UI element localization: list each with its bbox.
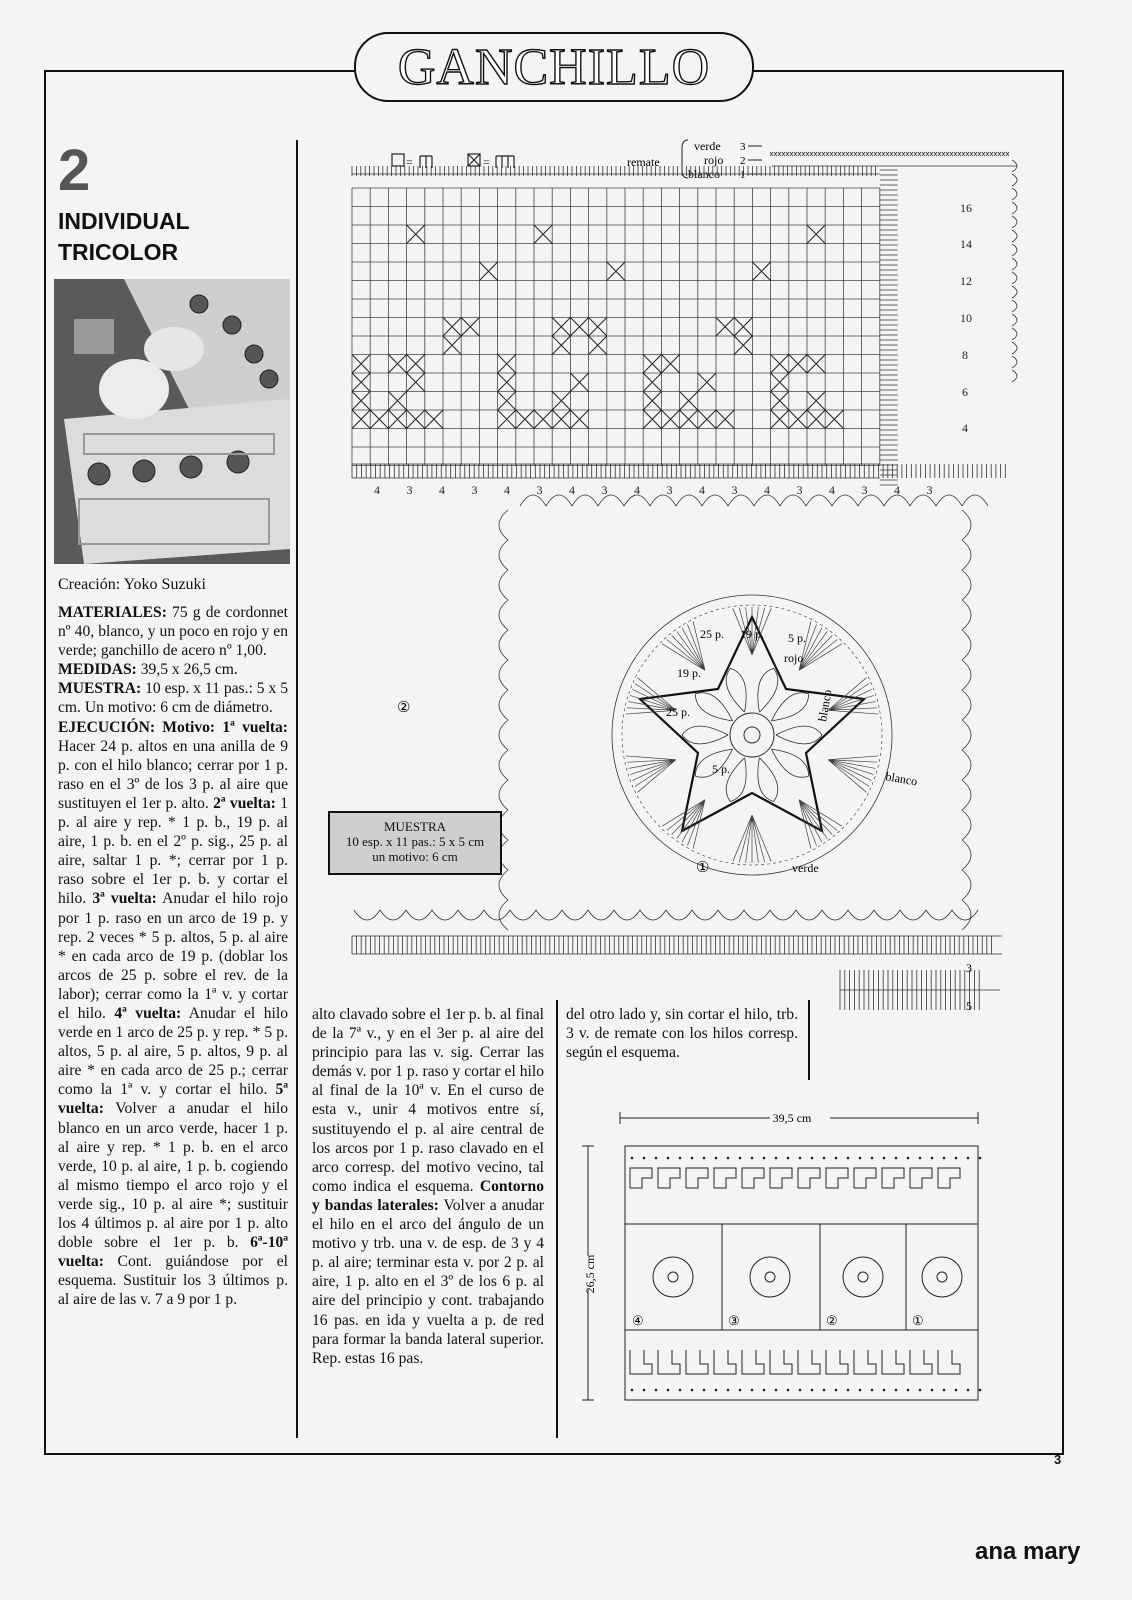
product-photo <box>54 279 290 564</box>
v4-text: Anudar el hilo verde en 1 arco de 25 p. y rep. * 5 p. altos, 5 p. al aire, 5 p. altos, 9 p. al aire * en cada arco de 25 p.; cerrar como la 1ª v. y cortar el hilo. <box>58 1004 288 1099</box>
row-number: 6 <box>962 385 968 399</box>
space-count: 4 <box>894 483 900 497</box>
space-count: 3 <box>601 483 608 497</box>
page-number: 3 <box>1054 1452 1062 1467</box>
space-count: 3 <box>666 483 673 497</box>
article-title-line1: INDIVIDUAL <box>58 208 190 234</box>
space-count: 3 <box>731 483 738 497</box>
motif-number: ② <box>397 700 411 716</box>
muestra-line2: 10 esp. x 11 pas.: 5 x 5 cm <box>345 834 485 849</box>
space-count: 3 <box>796 483 803 497</box>
space-count: 4 <box>764 483 770 497</box>
v6-label: 6ª-10ª vuelta: <box>58 1234 288 1271</box>
verde-number: 3 <box>740 141 746 153</box>
bottom-side-numbers <box>966 961 972 1013</box>
v5-text: Volver a anudar el hilo blanco en un arco verde, hacer 1 p. al aire y rep. * 1 p. b. en el arco verde, 10 p. al aire, 1 p. b. cogiendo al mismo tiempo el arco rojo y el verde sig., 10 p. al aire *; sustituir los 4 últimos p. al aire por 1 p. alto doble sobre el 1er p. b. <box>58 1100 288 1252</box>
space-count: 4 <box>504 483 510 497</box>
space-count: 4 <box>374 483 380 497</box>
section-title-box <box>354 32 754 102</box>
label-blanco: blanco <box>815 688 835 723</box>
ejecucion-label: EJECUCIÓN: Motivo: 1ª vuelta: <box>58 718 288 736</box>
space-count-row <box>374 483 933 497</box>
photo-illustration <box>54 279 290 564</box>
label-blanco: blanco <box>884 769 919 789</box>
section-title: GANCHILLO <box>397 38 711 96</box>
row-number: 10 <box>960 311 972 325</box>
column-rule-2 <box>556 1000 558 1438</box>
svg-text:=: = <box>406 155 413 169</box>
crochet-chart <box>340 110 1040 1050</box>
col2b-text: Volver a anudar el hilo en el arco del ángulo de un motivo y trb. una v. de esp. de 3 y 4 p. al aire; terminar esta v. por 2 p. al aire, 1 p. alto en el 3º de los 6 p. al aire del principio y cont. trabajando 16 pas. en ida y vuelta a p. de red para formar la banda lateral superior. Rep. estas 16 pas. <box>312 1196 544 1367</box>
row-numbers <box>960 201 972 435</box>
column-rule-1 <box>296 140 298 1438</box>
v3-text: Anudar el hilo rojo por 1 p. raso en un arco de 19 p. y rep. 2 veces * 5 p. altos, 5 p. al aire * en cada arco de 19 p. (doblar los arcos de 25 p. sobre el rev. de la labor); cerrar como la 1ª v. y cortar el hilo. <box>58 890 288 1022</box>
muestra-text: 10 esp. x 11 pas.: 5 x 5 cm. Un motivo: 6 cm de diámetro. <box>58 680 288 717</box>
schema-height: 26,5 cm <box>583 1254 597 1294</box>
row-number: 5 <box>966 999 972 1013</box>
space-count: 4 <box>569 483 575 497</box>
v4-label: 4ª vuelta: <box>114 1004 182 1022</box>
contorno-label: Contorno y bandas laterales: <box>312 1177 544 1214</box>
col3-text: del otro lado y, sin cortar el hilo, trb. 3 v. de remate con los hilos corresp. según el esquema. <box>566 1006 798 1062</box>
label-5p: 5 p. <box>712 762 730 776</box>
schema-motif-number: ④ <box>632 1313 644 1328</box>
space-count: 4 <box>699 483 705 497</box>
blanco-label: blanco <box>688 167 720 181</box>
signature: ana mary <box>975 1538 1081 1565</box>
filet-grid <box>352 188 880 466</box>
label-19p: 19 p. <box>677 666 701 680</box>
row-number: 12 <box>960 274 972 288</box>
article-title-line2: TRICOLOR <box>58 239 179 265</box>
instructions-column-1 <box>58 603 288 1309</box>
right-border <box>880 160 1017 485</box>
blanco-number: 1 <box>740 169 746 181</box>
schema-motif-number: ① <box>912 1313 924 1328</box>
filet-x-marks <box>352 225 843 429</box>
rojo-number: 2 <box>740 155 746 167</box>
space-count: 4 <box>829 483 835 497</box>
verde-label: verde <box>694 139 721 153</box>
rojo-label: rojo <box>704 153 724 167</box>
bottom-border <box>352 910 1002 1010</box>
row-number: 14 <box>960 237 972 251</box>
article-number: 2 <box>58 138 91 203</box>
space-count: 3 <box>861 483 868 497</box>
materiales-label: MATERIALES: <box>58 604 167 621</box>
medidas-text: 39,5 x 26,5 cm. <box>136 661 238 679</box>
row-number: 16 <box>960 201 972 215</box>
v3-label: 3ª vuelta: <box>92 890 157 908</box>
label-25p: 25 p. <box>666 705 690 719</box>
label-19p: 19 p. <box>740 627 764 641</box>
label-25p: 25 p. <box>700 627 724 641</box>
space-count: 3 <box>926 483 933 497</box>
row-number: 3 <box>966 961 972 975</box>
muestra-line1: MUESTRA <box>383 819 447 834</box>
v2-label: 2ª vuelta: <box>213 794 276 812</box>
remate-label: remate <box>627 155 660 169</box>
v6-text: Cont. guiándose por el esquema. Sustituir los 3 últimos p. al aire de las v. 7 a 9 por 1 p. <box>58 1253 288 1309</box>
label-5p: 5 p. <box>788 631 806 645</box>
space-count: 3 <box>406 483 413 497</box>
ejecucion-text: Hacer 24 p. altos en una anilla de 9 p. con el hilo blanco; cerrar por 1 p. raso en el 3º de los 3 p. al aire que sustituyen el 1er p. alto. <box>58 737 288 812</box>
article-title <box>58 206 190 268</box>
bottom-stitch-row <box>352 464 1005 478</box>
muestra-line3: un motivo: 6 cm <box>372 849 458 864</box>
row-number: 8 <box>962 348 968 362</box>
space-count: 3 <box>536 483 543 497</box>
medidas-label: MEDIDAS: <box>58 661 137 679</box>
row-number: 4 <box>962 421 968 435</box>
motif-number: ① <box>696 860 710 876</box>
space-count: 4 <box>439 483 445 497</box>
layout-schema <box>580 1100 1020 1410</box>
instructions-column-2 <box>312 1005 544 1368</box>
top-border <box>352 152 1017 176</box>
v2-text: 1 p. al aire y rep. * 1 p. b., 19 p. al aire, 1 p. b. en el 2º p. sig., 25 p. al aire, saltar 1 p. *; cerrar por 1 p. raso sobre el 1er p. b. y cortar el hilo. <box>58 794 288 908</box>
muestra-label: MUESTRA: <box>58 680 142 698</box>
schema-motif-number: ③ <box>728 1313 740 1328</box>
col2-text: alto clavado sobre el 1er p. b. al final de la 7ª v., y en el 3er p. al aire del principio para las v. sig. Cerrar las demás v. por 1 p. raso y cortar el hilo al final de la 10ª v. En el curso de esta v., unir 4 motivos entre sí, sustituyendo el p. al aire central de los arcos por 1 p. raso clavado en el arco corresp. del motivo vecino, tal como indica el esquema. <box>312 1006 544 1195</box>
label-verde: verde <box>792 861 819 875</box>
svg-text:=: = <box>483 155 490 169</box>
space-count: 3 <box>471 483 478 497</box>
schema-width: 39,5 cm <box>772 1111 812 1125</box>
materiales-text: 75 g de cordonnet nº 40, blanco, y un poco en rojo y en verde; ganchillo de acero nº 1,00. <box>58 604 288 660</box>
muestra-box <box>328 811 502 875</box>
schema-motif-number: ② <box>826 1313 838 1328</box>
space-count: 4 <box>634 483 640 497</box>
credit: Creación: Yoko Suzuki <box>58 576 206 593</box>
label-rojo: rojo <box>784 651 804 665</box>
v5-label: 5ª vuelta: <box>58 1081 288 1118</box>
